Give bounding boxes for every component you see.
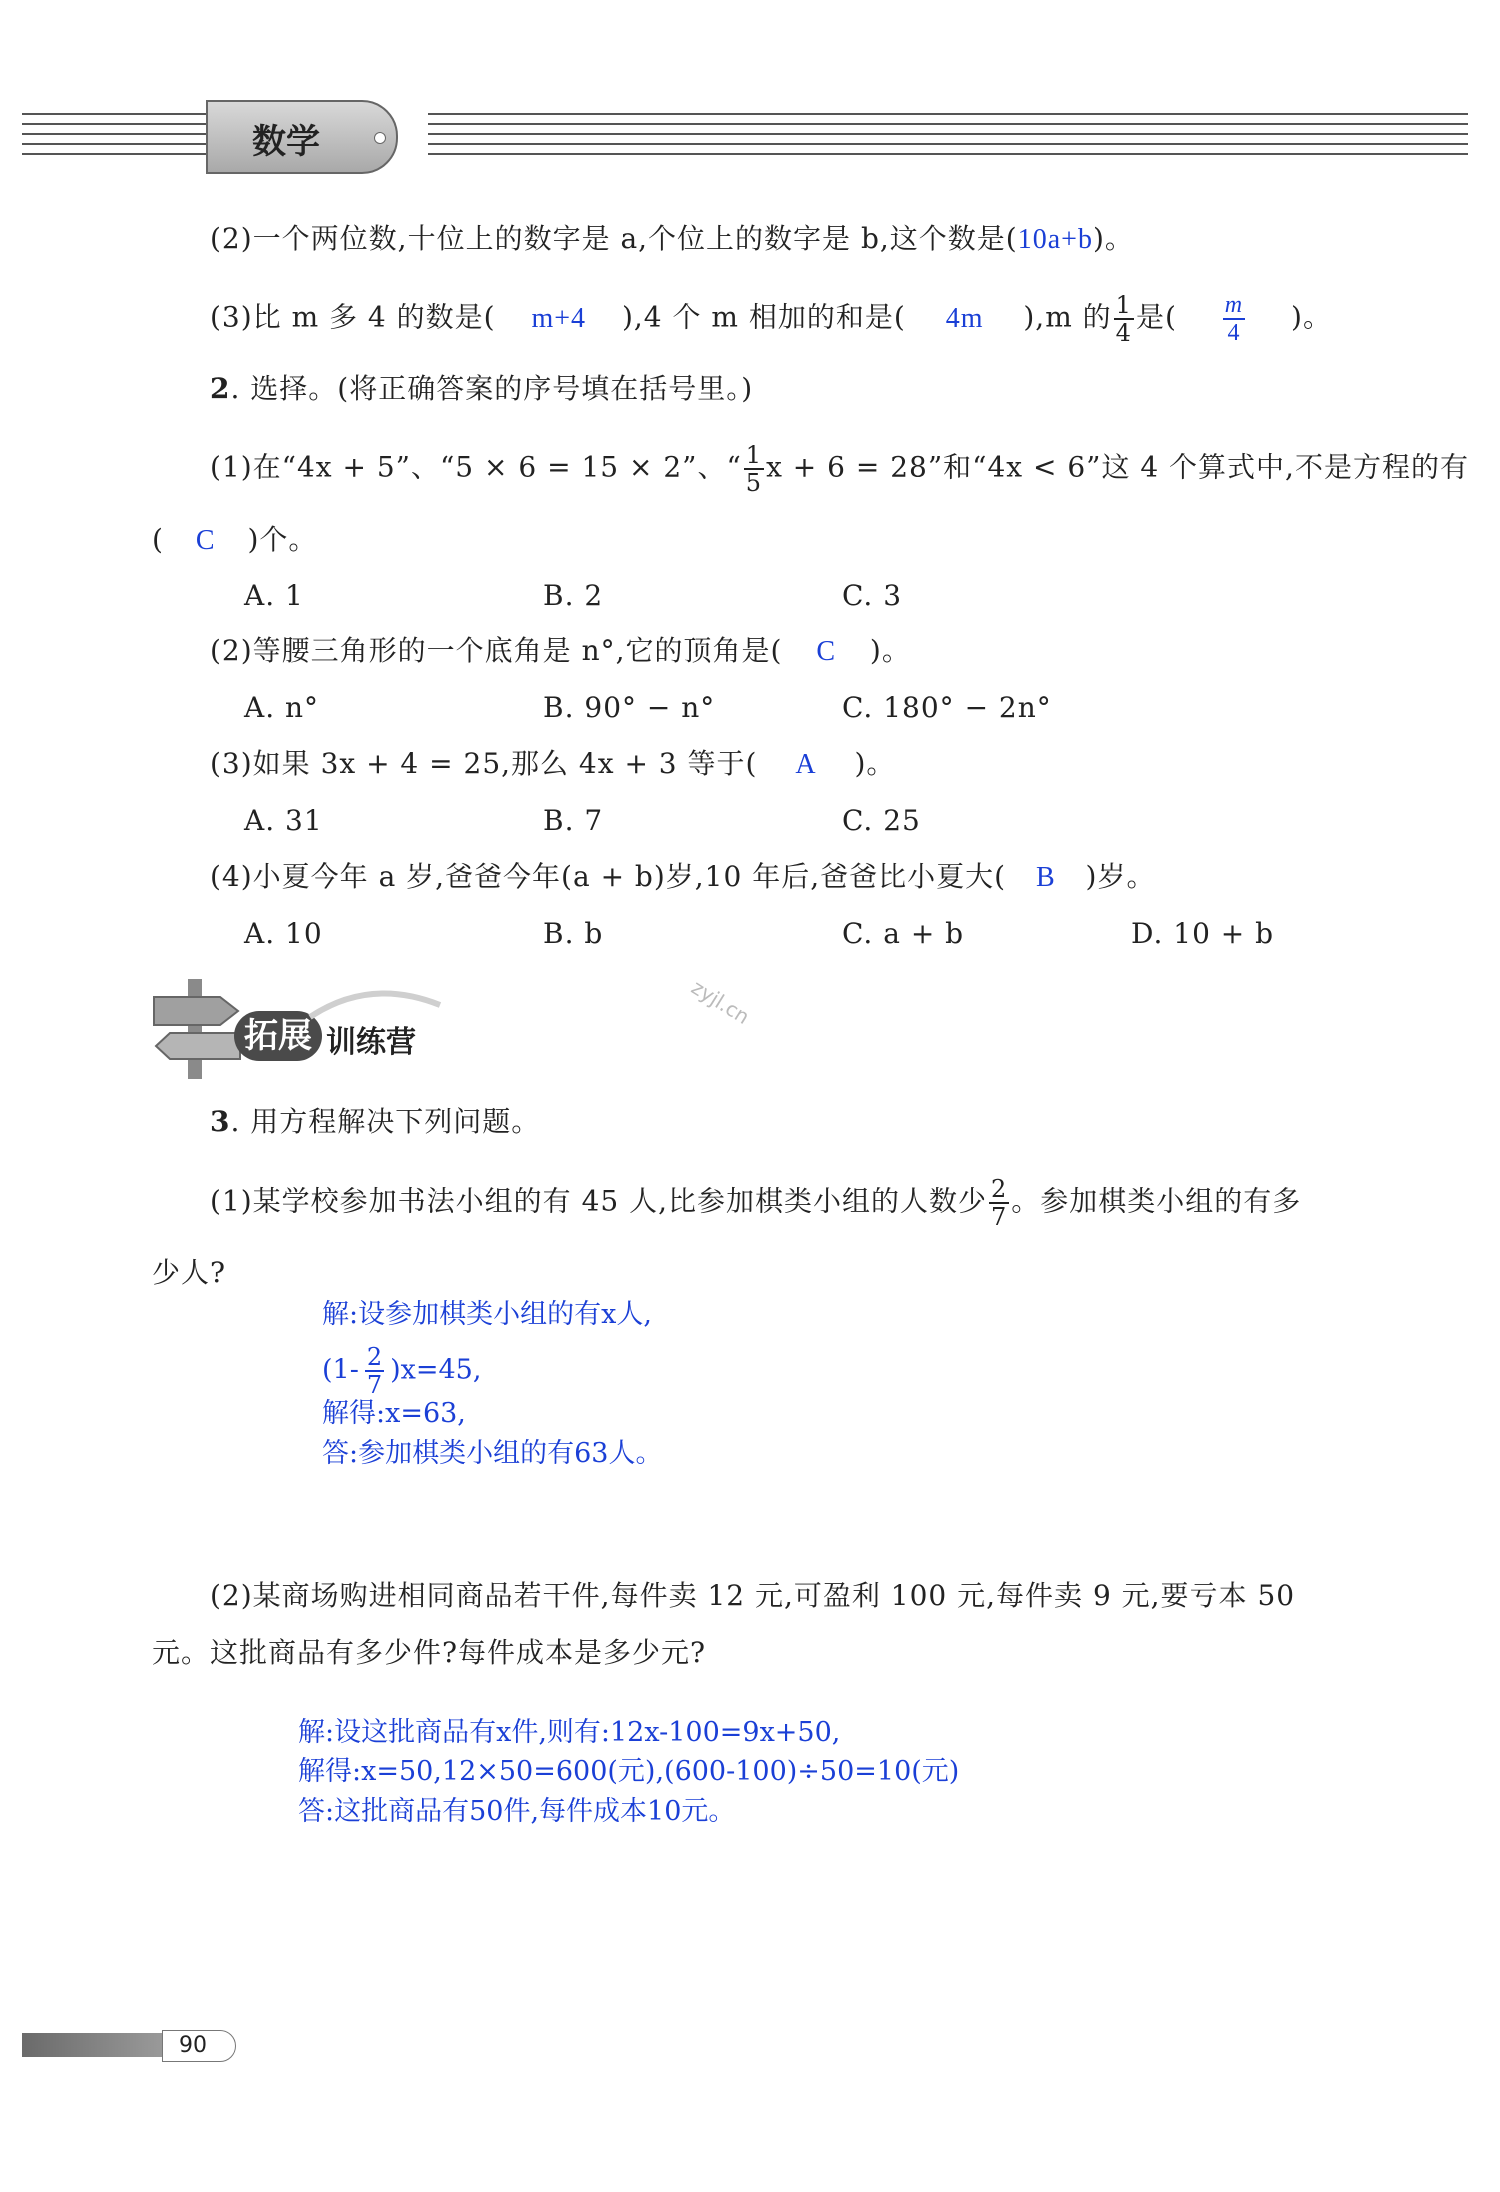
fraction-two-sevenths-solution: $\frac{2}{7}$ [366,1343,383,1399]
option-a: A. 10 [244,917,323,950]
footer-bar [22,2033,164,2057]
swoosh-icon [300,983,450,1023]
section-badge-a: 拓展 [234,1011,322,1061]
solution-line-2: 解得:x=50,12×50=600(元),(600-100)÷50=10(元) [298,1756,960,1787]
page-number: 90 [179,2033,207,2058]
fraction-two-sevenths: $\frac{2}{7}$ [991,1175,1008,1231]
fraction-one-quarter: $\frac{1}{4}$ [1115,291,1132,347]
q3-part2-cont: 元。这批商品有多少件?每件成本是多少元? [152,1636,707,1669]
answer-q2-1: C [195,525,216,556]
option-d: D. 10 + b [1131,917,1275,950]
solution-line-4: 答:参加棋类小组的有63人。 [322,1438,663,1469]
section-banner [150,975,470,1085]
solution-line-1: 解:设参加棋类小组的有x人, [322,1299,652,1330]
option-c: C. 180° − 2n° [842,691,1052,724]
option-a: A. 31 [244,804,323,837]
answer-m-over-4: $\frac{m}{4}$ [1224,292,1244,346]
q3-part2: (2)某商场购进相同商品若干件,每件卖 12 元,可盈利 100 元,每件卖 9 元,要亏本 50 [210,1579,1296,1612]
q3-part1: (1)某学校参加书法小组的有 45 人,比参加棋类小组的人数少 $\frac{2}{7}$ 。参加棋类小组的有多 [210,1175,1302,1231]
q2-part3: (3)如果 3x + 4 = 25,那么 4x + 3 等于( A )。 [210,747,896,780]
q2-part4: (4)小夏今年 a 岁,爸爸今年(a + b)岁,10 年后,爸爸比小夏大( B )岁。 [210,860,1156,893]
option-b: B. 7 [543,804,604,837]
option-b: B. 90° − n° [543,691,716,724]
option-a: A. 1 [244,579,304,612]
tab-dot-icon [374,132,386,144]
answer-10a-b: 10a+b [1017,224,1093,255]
q2-part1: (1)在“4x + 5”、“5 × 6 = 15 × 2”、“ $\frac{1}{5}$ x + 6 = 28”和“4x < 6”这 4 个算式中,不是方程的有 [210,441,1469,497]
q2-part2: (2)等腰三角形的一个底角是 n°,它的顶角是( C )。 [210,634,911,667]
solution-line-1: 解:设这批商品有x件,则有:12x-100=9x+50, [298,1717,841,1748]
subject-title: 数学 [252,122,320,162]
q2-part1-answer-line: ( C )个。 [152,523,318,556]
q1-part2: (2)一个两位数,十位上的数字是 a,个位上的数字是 b,这个数是(10a+b)。 [210,222,1134,255]
q2-title: 2. 选择。(将正确答案的序号填在括号里。) [210,372,754,405]
answer-4m: 4m [945,302,984,334]
answer-q2-2: C [816,636,837,667]
option-b: B. b [543,917,604,950]
q3-title: 3. 用方程解决下列问题。 [210,1105,541,1138]
q1-part3: (3)比 m 多 4 的数是( m+4 ),4 个 m 相加的和是( 4m ),m 的 $\frac{1}{4}$ 是( $\frac{m}{4}$ )。 [210,291,1332,347]
section-title-b: 训练营 [326,1025,416,1060]
answer-m-plus-4: m+4 [531,302,587,334]
option-b: B. 2 [543,579,604,612]
q3-part1-cont: 少人? [152,1256,227,1289]
answer-q2-3: A [795,749,817,780]
option-c: C. 3 [842,579,903,612]
subject-tab [206,100,398,174]
solution-line-3: 答:这批商品有50件,每件成本10元。 [298,1796,736,1827]
solution-line-2: (1- $\frac{2}{7}$ )x=45, [322,1343,482,1399]
solution-line-3: 解得:x=63, [322,1398,466,1429]
page-number-tab [162,2030,236,2062]
fraction-one-fifth: $\frac{1}{5}$ [745,441,763,497]
watermark: zyjl.cn [687,975,754,1029]
option-c: C. 25 [842,804,921,837]
option-a: A. n° [244,691,320,724]
option-c: C. a + b [842,917,965,950]
answer-q2-4: B [1035,862,1056,893]
